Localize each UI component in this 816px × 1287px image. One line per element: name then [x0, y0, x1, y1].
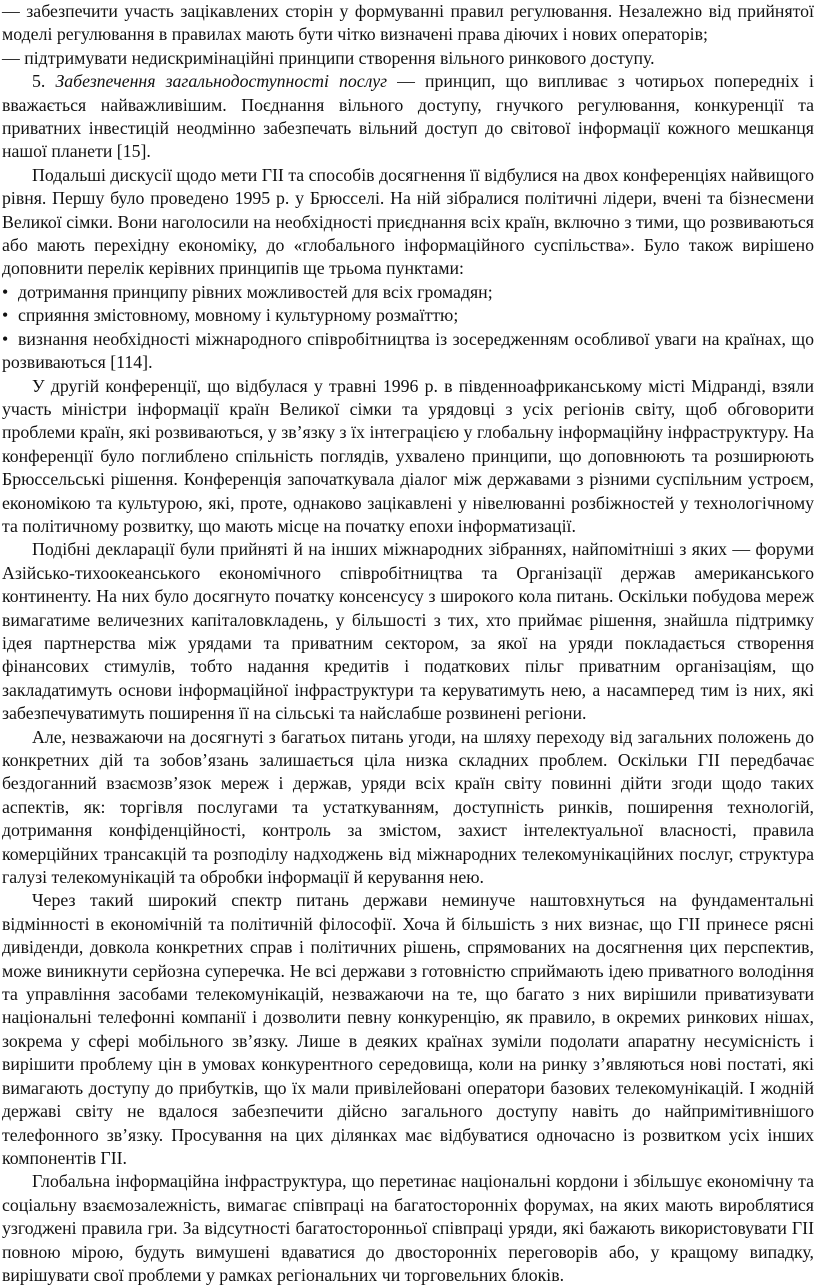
item-text: — принцип, що випливає з чотирьох попередніх і вважається найважливішим. Поєднання вільного доступу, гнучкого регулювання, конкуренції та приватних інвестицій неодмінно забезпечать вільний доступ до світової інформації кожного мешканця нашої планети [15].	[2, 71, 814, 162]
bullet-icon: •	[2, 305, 9, 326]
item-number: 5.	[32, 71, 46, 92]
bullet-text: сприяння змістовному, мовному і культурному розмаїттю;	[18, 305, 459, 326]
bullet-text: дотримання принципу рівних можливостей для всіх громадян;	[18, 281, 493, 302]
item-term: Забезпечення загальнодоступності послуг	[55, 71, 388, 92]
bullet-text: визнання необхідності міжнародного співробітництва із зосередженням особливої уваги на країнах, що розвиваються [114].	[2, 328, 814, 373]
bullet-item	[2, 328, 814, 375]
paragraph: Але, незважаючи на досягнуті з багатьох питань угоди, на шляху переходу від загальних положень до конкретних дій та зобов’язань залишається ціла низка складних проблем. Оскільки ГІІ передбачає бездоганний взаємозв’язок мереж і держав, уряди всіх країн світу повинні дійти згоди щодо таких аспектів, як: торгівля послугами та устаткуванням, доступність ринків, поширення технологій, дотримання конфіденційності, контроль за змістом, захист інтелектуальної власності, правила комерційних трансакцій та розподілу надходжень від міжнародних телекомунікаційних послуг, структура галузі телекомунікацій та обробки інформації й керування нею.	[2, 726, 814, 888]
paragraph: Подібні декларації були прийняті й на інших міжнародних зібраннях, найпомітніші з яких — форуми Азійсько-тихоокеанського економічного співробітництва та Організації держав американського континенту. На них було досягнуто початку консенсусу з широкого кола питань. Оскільки побудова мереж вимагатиме величезних капіталовкладень, у більшості з тих, хто приймає рішення, знайшла підтримку ідея партнерства між урядами та приватним сектором, за якої на уряди покладається створення фінансових стимулів, тобто надання кредитів і податкових пільг приватним організаціям, що закладатимуть основи інформаційної інфраструктури та керуватимуть нею, а насамперед тим із них, які забезпечуватимуть поширення її на сільські та найслабше розвинені регіони.	[2, 539, 814, 724]
bullet-item	[2, 304, 814, 327]
bullet-icon: •	[2, 281, 9, 302]
dash-item: — підтримувати недискримінаційні принципи створення вільного ринкового доступу.	[2, 47, 655, 68]
bullet-icon: •	[2, 328, 9, 349]
paragraph: У другій конференції, що відбулася у травні 1996 р. в південноафриканському місті Мідранді, взяли участь міністри інформації країн Великої сімки та урядовці з усіх регіонів світу, щоб обговорити проблеми країн, які розвиваються, у зв’язку з їх інтеграцією у глобальну інформаційну інфраструктуру. На конференції було поглиблено спільність поглядів, ухвалено принципи, що доповнюють та розширюють Брюссельські рішення. Конференція започаткувала діалог між державами з різними суспільним устроєм, економікою та культурою, які, проте, однаково зацікавлені у нівелюванні розбіжностей у технологічному та політичному розвитку, що мають місце на початку епохи інформатизації.	[2, 375, 814, 536]
paragraph: Через такий широкий спектр питань держави неминуче наштовхнуться на фундаментальні відмінності в економічній та політичній філософії. Хоча й більшість з них визнає, що ГІІ принесе рясні дивіденди, довкола конкретних справ і політичних рішень, спрямованих на досягнення цих перспектив, може виникнути серйозна суперечка. Не всі держави з готовністю сприймають ідею приватного володіння та управління засобами телекомунікацій, незважаючи на те, що багато з них вирішили приватизувати національні телефонні компанії і дозволити певну конкуренцію, як правило, в окремих ринкових нішах, зокрема у сфері мобільного зв’язку. Лише в деяких країнах зуміли подолати апаратну несумісність і вирішити проблему цін в умовах конкурентного середовища, коли на ринку з’являються нові постаті, які вимагають доступу до прибутків, що їх мали привілейовані оператори базових телекомунікацій. І жодній державі світу не вдалося забезпечити дійсно загального доступу навіть до найпримітивнішого телефонного зв’язку. Просування на цих ділянках має відбуватися одночасно із розвитком усіх інших компонентів ГІІ.	[2, 890, 814, 1168]
document-page	[2, 0, 814, 1287]
numbered-item-5	[2, 70, 814, 164]
paragraph: Глобальна інформаційна інфраструктура, що перетинає національні кордони і збільшує економічну та соціальну взаємозалежність, вимагає співпраці на багатосторонніх форумах, на яких мають вироблятися узгоджені правила гри. За відсутності багатосторонньої співпраці уряди, які бажають використовувати ГІІ повною мірою, будуть вимушені вдаватися до двосторонніх переговорів або, у кращому випадку, вирішувати свої проблеми у рамках регіональних чи торговельних блоків.	[2, 1171, 814, 1285]
dash-item: — забезпечити участь зацікавлених сторін у формуванні правил регулювання. Незалежно від прийнятої моделі регулювання в правилах мають бути чітко визначені права діючих і нових операторів;	[2, 1, 814, 45]
bullet-item	[2, 281, 814, 304]
paragraph: Подальші дискусії щодо мети ГІІ та способів досягнення її відбулися на двох конференціях найвищого рівня. Першу було проведено 1995 р. у Брюсселі. На ній зібралися політичні лідери, вчені та бізнесмени Великої сімки. Вони наголосили на необхідності приєднання всіх країн, включно з тими, що розвиваються або мають перехідну економіку, до «глобального інформаційного суспільства». Було також вирішено доповнити перелік керівних принципів ще трьома пунктами:	[2, 164, 814, 279]
